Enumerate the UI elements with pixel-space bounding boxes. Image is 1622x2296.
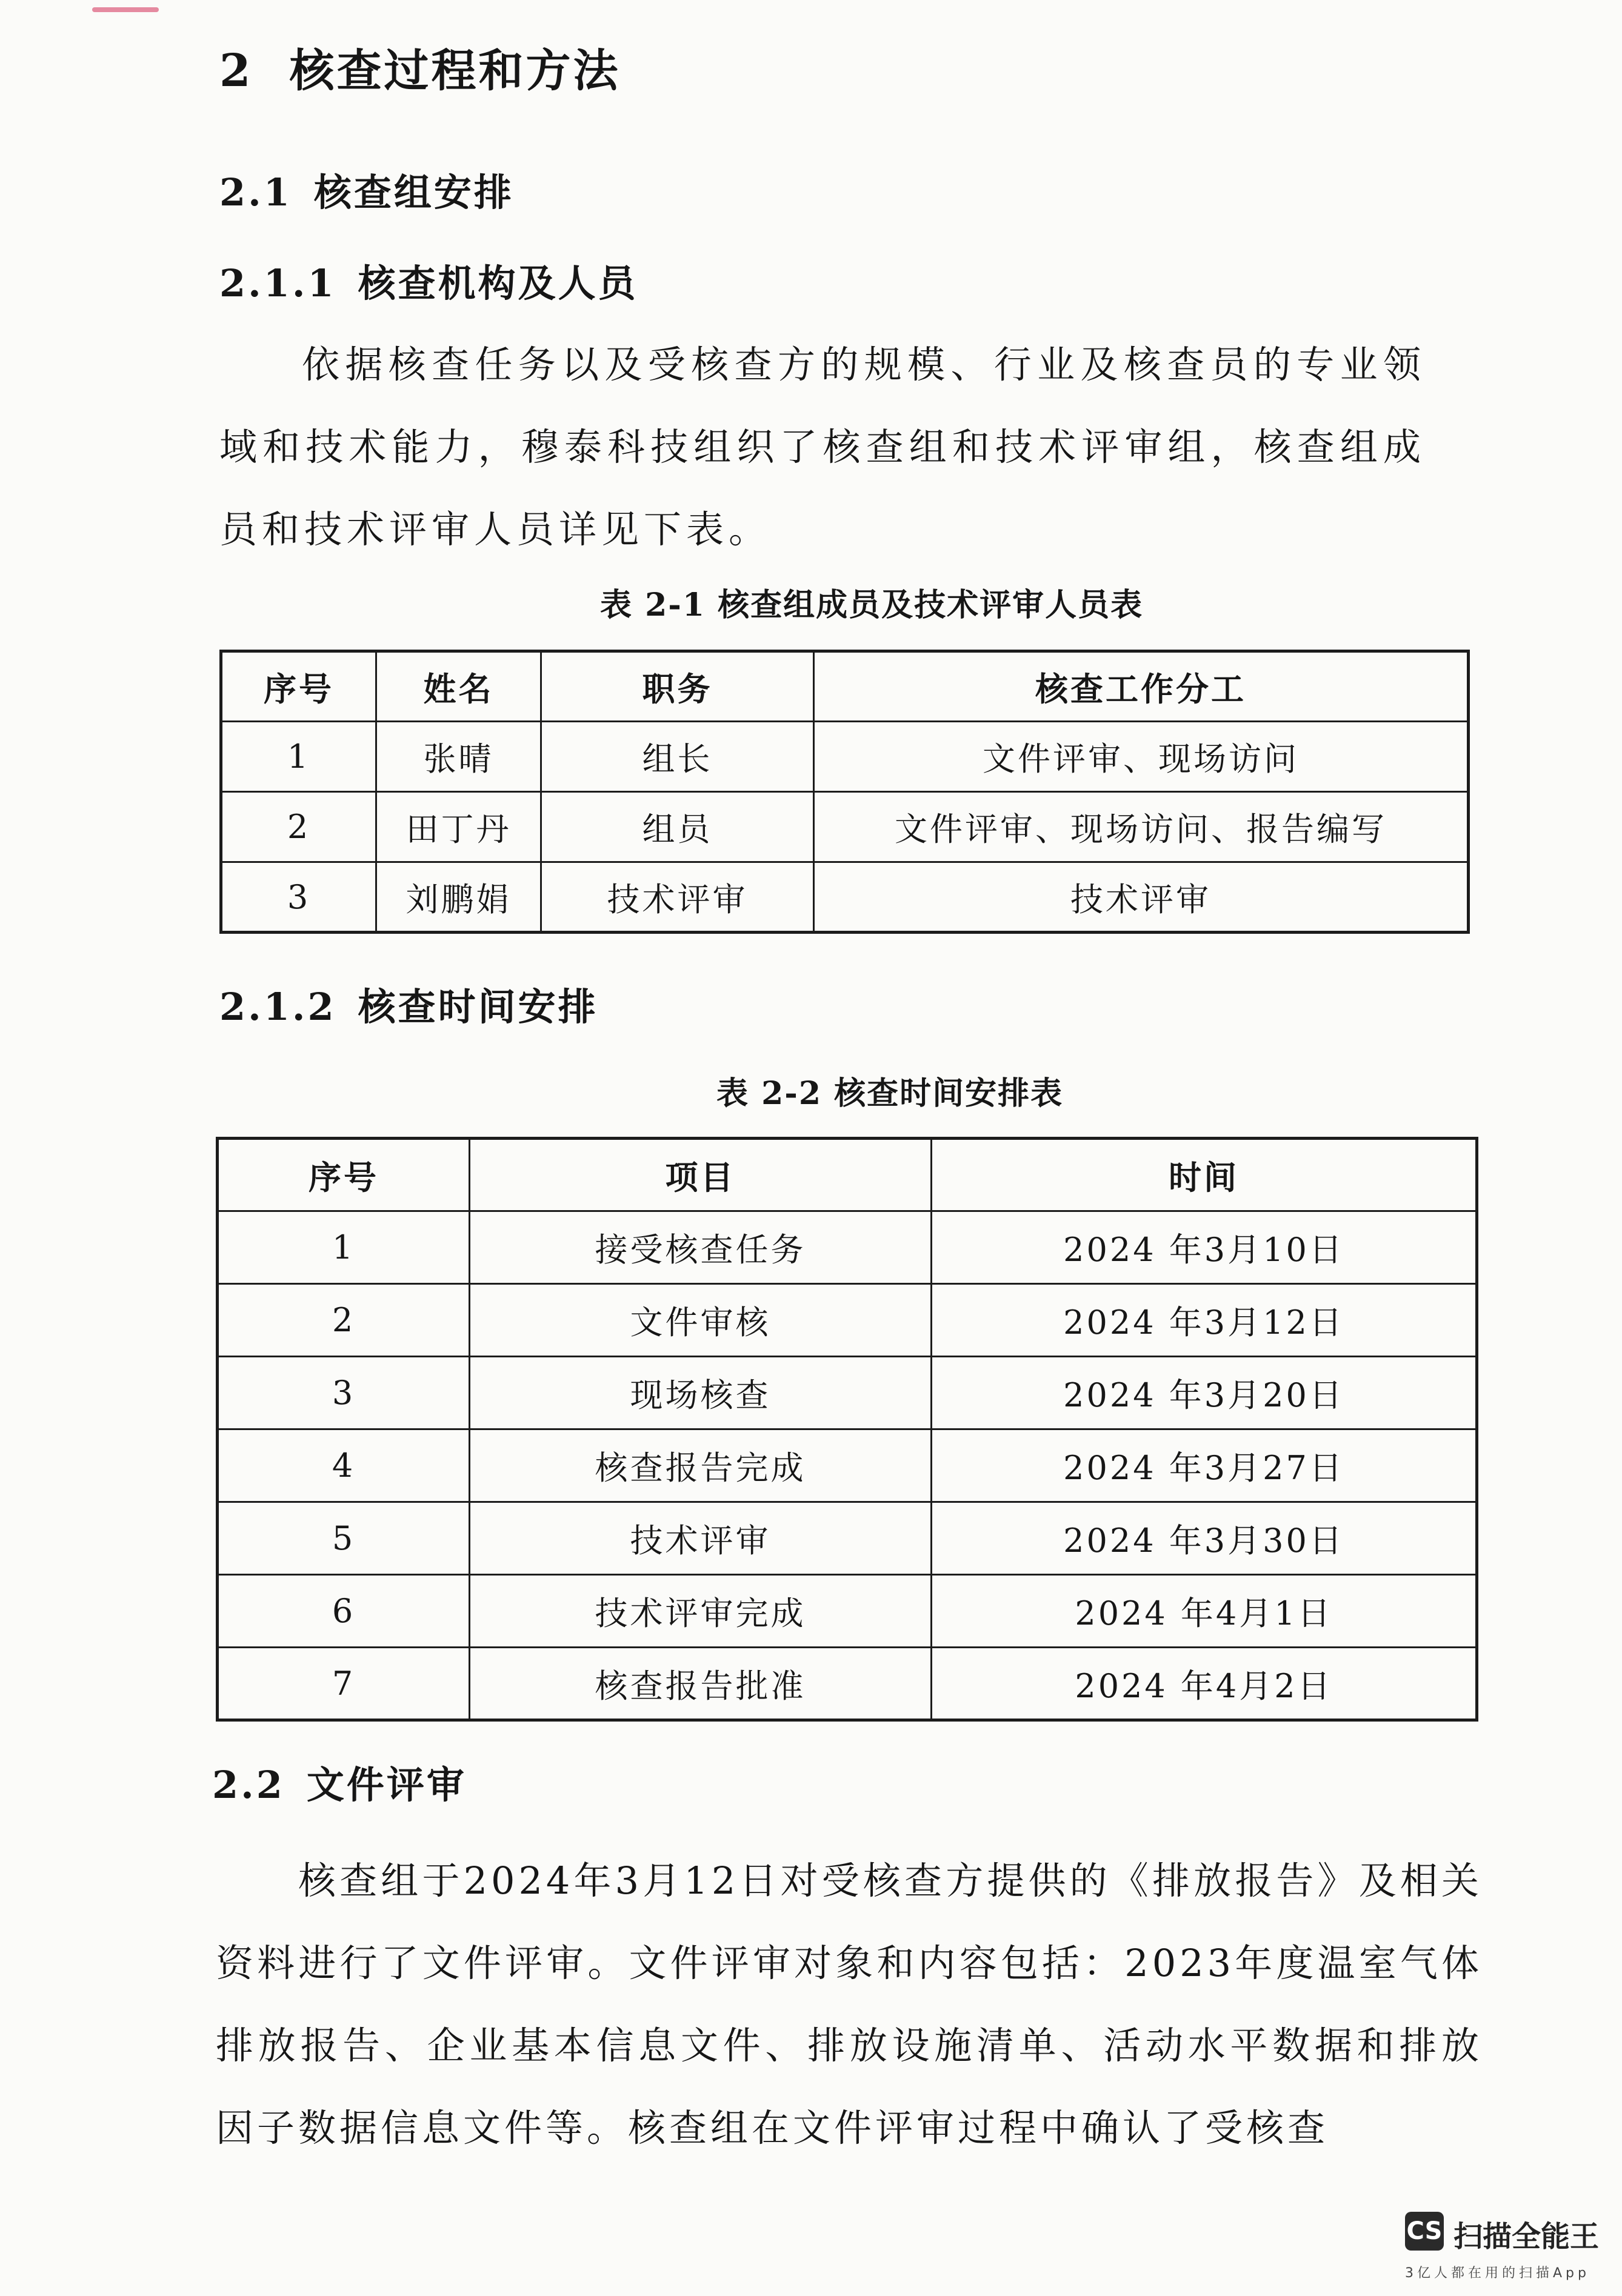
table-cell: 5 — [218, 1502, 470, 1575]
table-row — [218, 1357, 1477, 1429]
table-cell: 技术评审 — [470, 1502, 932, 1575]
table-cell: 核查报告完成 — [470, 1429, 932, 1502]
table-cell: 1 — [221, 722, 376, 792]
table-cell: 刘鹏娟 — [376, 862, 541, 933]
watermark-tagline: 3亿人都在用的扫描App — [1405, 2266, 1590, 2281]
paragraph-document-review: 核查组于2024年3月12日对受核查方提供的《排放报告》及相关资料进行了文件评审。文件评审对象和内容包括：2023年度温室气体排放报告、企业基本信息文件、排放设施清单、活动水平数据和排放因子数据信息文件等。核查组在文件评审过程中确认了受核查 — [216, 1858, 1483, 2150]
subsection-title: 核查组安排 — [313, 170, 514, 215]
table-cell: 组长 — [541, 722, 814, 792]
table-header-row — [221, 651, 1469, 722]
subsection-number: 2.2 — [212, 1763, 285, 1807]
table-cell: 6 — [218, 1575, 470, 1648]
table-cell: 文件审核 — [470, 1284, 932, 1357]
table-cell: 4 — [218, 1429, 470, 1502]
table-cell: 接受核查任务 — [470, 1211, 932, 1284]
personnel-table — [219, 650, 1470, 934]
header-cell: 项目 — [470, 1139, 932, 1211]
subsection-number: 2.1.2 — [219, 985, 336, 1029]
table-cell: 核查报告批准 — [470, 1648, 932, 1720]
table-row — [218, 1284, 1477, 1357]
subsection-number: 2.1.1 — [219, 261, 336, 305]
watermark-name: 扫描全能王 — [1453, 2220, 1600, 2254]
table-cell: 2024 年3月10日 — [932, 1211, 1477, 1284]
table-row — [221, 792, 1469, 862]
table-cell: 7 — [218, 1648, 470, 1720]
table-header-row — [218, 1139, 1477, 1211]
table-cell: 技术评审完成 — [470, 1575, 932, 1648]
table-cell: 1 — [218, 1211, 470, 1284]
subsection-heading-2-2 — [212, 1755, 467, 1809]
header-cell: 核查工作分工 — [814, 651, 1469, 722]
subsection-title: 核查时间安排 — [358, 985, 598, 1029]
paragraph-personnel: 依据核查任务以及受核查方的规模、行业及核查员的专业领域和技术能力，穆泰科技组织了核查组和技术评审组，核查组成员和技术评审人员详见下表。 — [219, 342, 1426, 551]
table-cell: 2024 年4月2日 — [932, 1648, 1477, 1720]
table-cell: 3 — [218, 1357, 470, 1429]
table-cell: 技术评审 — [814, 862, 1469, 933]
table-row — [218, 1648, 1477, 1720]
table-cell: 2024 年3月27日 — [932, 1429, 1477, 1502]
table-row — [218, 1502, 1477, 1575]
table-cell: 3 — [221, 862, 376, 933]
header-cell: 职务 — [541, 651, 814, 722]
table-cell: 2024 年3月12日 — [932, 1284, 1477, 1357]
subsection-heading-2-1 — [219, 162, 514, 216]
table-cell: 技术评审 — [541, 862, 814, 933]
table-cell: 2024 年3月20日 — [932, 1357, 1477, 1429]
table-row — [221, 722, 1469, 792]
table-cell: 田丁丹 — [376, 792, 541, 862]
table-cell: 2 — [221, 792, 376, 862]
schedule-table — [216, 1137, 1478, 1722]
table-row — [218, 1211, 1477, 1284]
table-cell: 组员 — [541, 792, 814, 862]
highlight-mark — [92, 7, 159, 12]
subsection-number: 2.1 — [219, 170, 292, 215]
table-cell: 2024 年3月30日 — [932, 1502, 1477, 1575]
table-cell: 2 — [218, 1284, 470, 1357]
subsection-heading-2-1-2 — [219, 977, 598, 1031]
table-cell: 现场核查 — [470, 1357, 932, 1429]
table-row — [218, 1429, 1477, 1502]
header-cell: 时间 — [932, 1139, 1477, 1211]
section-heading — [219, 35, 621, 99]
table-row — [218, 1575, 1477, 1648]
table-row — [221, 862, 1469, 933]
table-cell: 2024 年4月1日 — [932, 1575, 1477, 1648]
table1-caption: 表 2-1 核查组成员及技术评审人员表 — [600, 587, 1144, 624]
header-cell: 姓名 — [376, 651, 541, 722]
table2-caption: 表 2-2 核查时间安排表 — [716, 1075, 1064, 1112]
table-cell: 张晴 — [376, 722, 541, 792]
header-cell: 序号 — [221, 651, 376, 722]
table-cell: 文件评审、现场访问、报告编写 — [814, 792, 1469, 862]
table-cell: 文件评审、现场访问 — [814, 722, 1469, 792]
subsection-heading-2-1-1 — [219, 253, 638, 307]
section-number: 2 — [219, 45, 253, 97]
cs-logo-icon: CS — [1405, 2212, 1444, 2251]
header-cell: 序号 — [218, 1139, 470, 1211]
subsection-title: 文件评审 — [306, 1763, 467, 1807]
subsection-title: 核查机构及人员 — [358, 261, 638, 305]
section-title: 核查过程和方法 — [289, 45, 621, 97]
